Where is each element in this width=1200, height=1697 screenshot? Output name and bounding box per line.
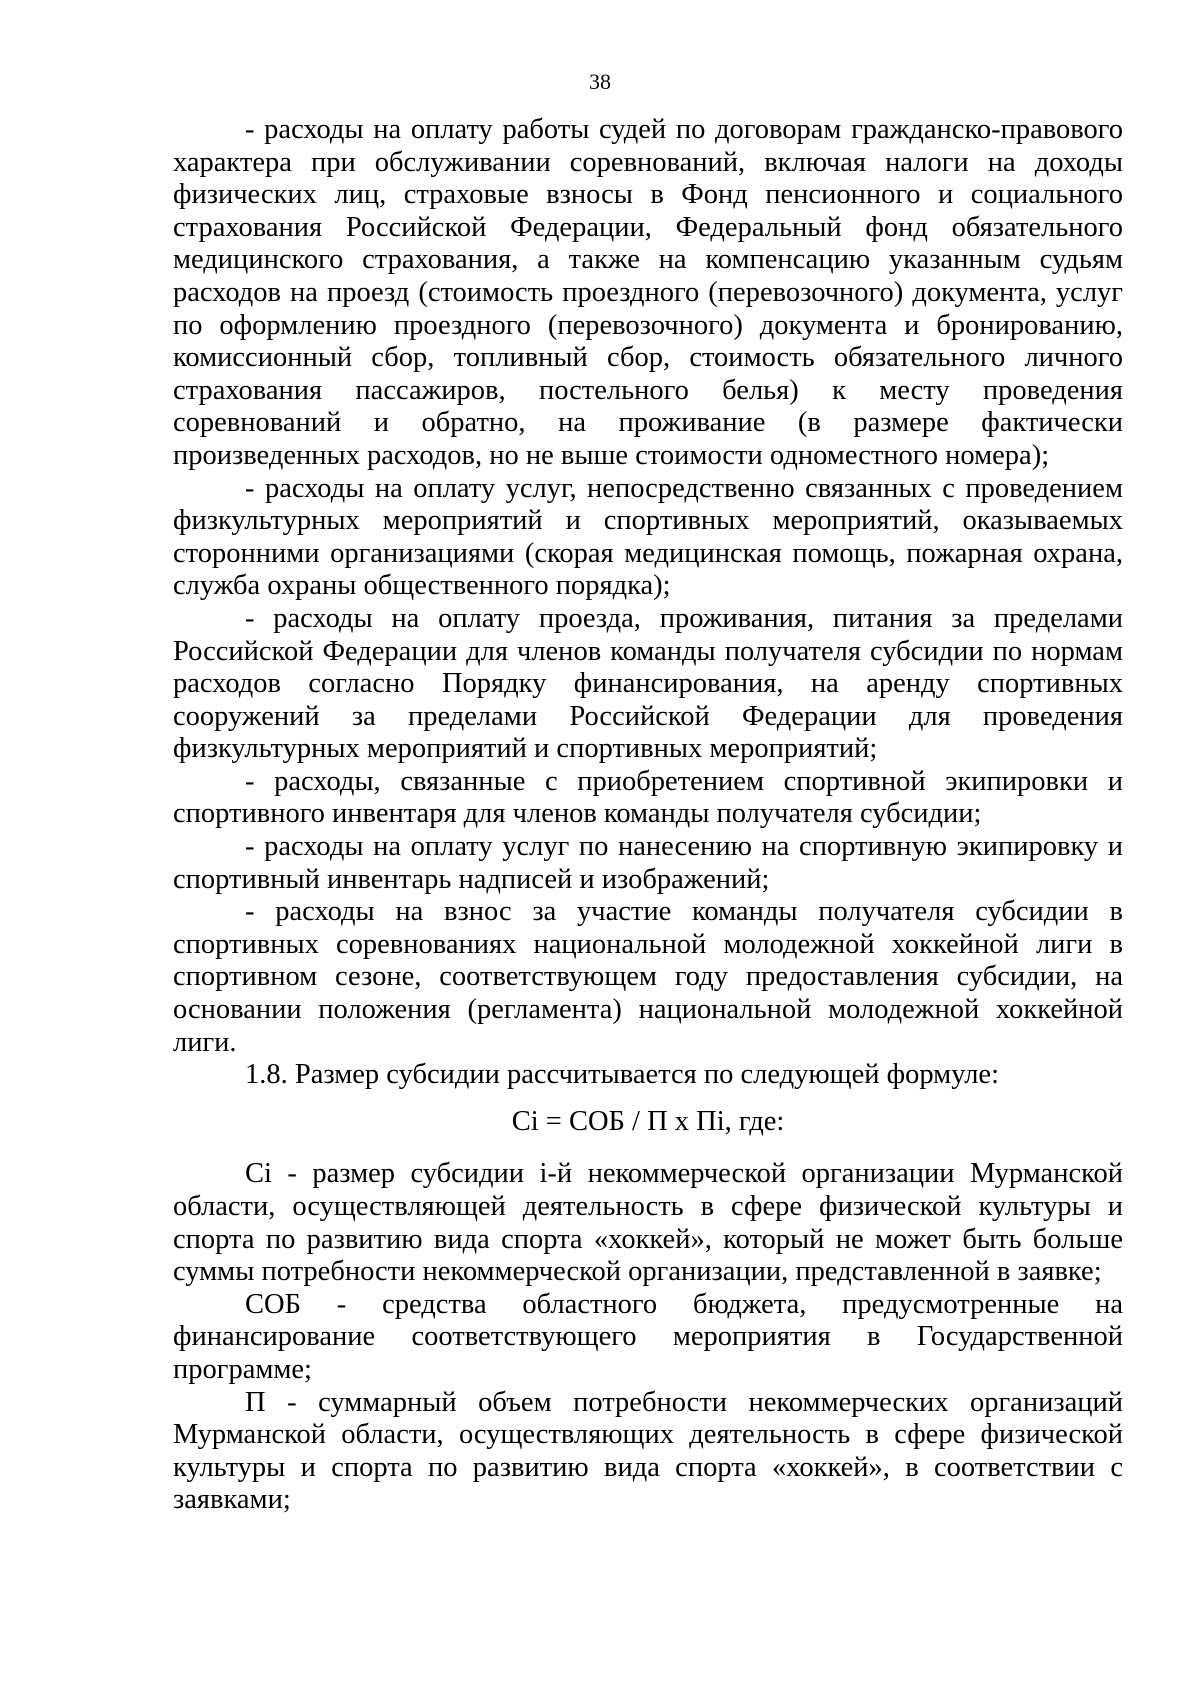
paragraph-travel-expenses: - расходы на оплату проезда, проживания, питания за пределами Российской Федерации для членов команды получателя субсидии по нормам расходов согласно Порядку финансирования, на аренду спортивных сооружений за пределами Российской Федерации для проведения физкультурных мероприятий и спортивных мероприятий; (173, 602, 1123, 765)
definition-p: П - суммарный объем потребности некоммерческих организаций Мурманской области, осуществляющих деятельность в сфере физической культуры и спорта по развитию вида спорта «хоккей», в соответствии с заявками; (173, 1386, 1123, 1516)
paragraph-fee-expenses: - расходы на взнос за участие команды получателя субсидии в спортивных соревнованиях национальной молодежной хоккейной лиги в спортивном сезоне, соответствующем году предоставления субсидии, на основании положения (регламента) национальной молодежной хоккейной лиги. (173, 896, 1123, 1058)
definition-ci: Ci - размер субсидии i-й некоммерческой организации Мурманской области, осуществляющей деятельность в сфере физической культуры и спорта по развитию вида спорта «хоккей», который не может быть больше суммы потребности некоммерческой организации, представленной в заявке; (173, 1158, 1123, 1288)
paragraph-printing-expenses: - расходы на оплату услуг по нанесению на спортивную экипировку и спортивный инвентарь надписей и изображений; (173, 831, 1123, 895)
paragraph-services-expenses: - расходы на оплату услуг, непосредственно связанных с проведением физкультурных мероприятий и спортивных мероприятий, оказываемых сторонними организациями (скорая медицинская помощь, пожарная охрана, служба охраны общественного порядка); (173, 472, 1123, 602)
document-body (173, 114, 1123, 1517)
definition-sob: СОБ - средства областного бюджета, предусмотренные на финансирование соответствующего мероприятия в Государственной программе; (173, 1288, 1123, 1385)
paragraph-judges-expenses: - расходы на оплату работы судей по договорам гражданско-правового характера при обслуживании соревнований, включая налоги на доходы физических лиц, страховые взносы в Фонд пенсионного и социального страхования Российской Федерации, Федеральный фонд обязательного медицинского страхования, а также на компенсацию указанным судьям расходов на проезд (стоимость проездного (перевозочного) документа, услуг по оформлению проездного (перевозочного) документа и бронированию, комиссионный сбор, топливный сбор, стоимость обязательного личного страхования пассажиров, постельного белья) к месту проведения соревнований и обратно, на проживание (в размере фактически произведенных расходов, но не выше стоимости одноместного номера); (173, 114, 1123, 471)
subsidy-formula: Ci = СОБ / П х Пi, где: (511, 1105, 785, 1137)
paragraph-clause-1-8: 1.8. Размер субсидии рассчитывается по следующей формуле: (245, 1059, 999, 1091)
paragraph-equipment-expenses: - расходы, связанные с приобретением спортивной экипировки и спортивного инвентаря для членов команды получателя субсидии; (173, 765, 1123, 830)
page-number: 38 (589, 69, 611, 94)
